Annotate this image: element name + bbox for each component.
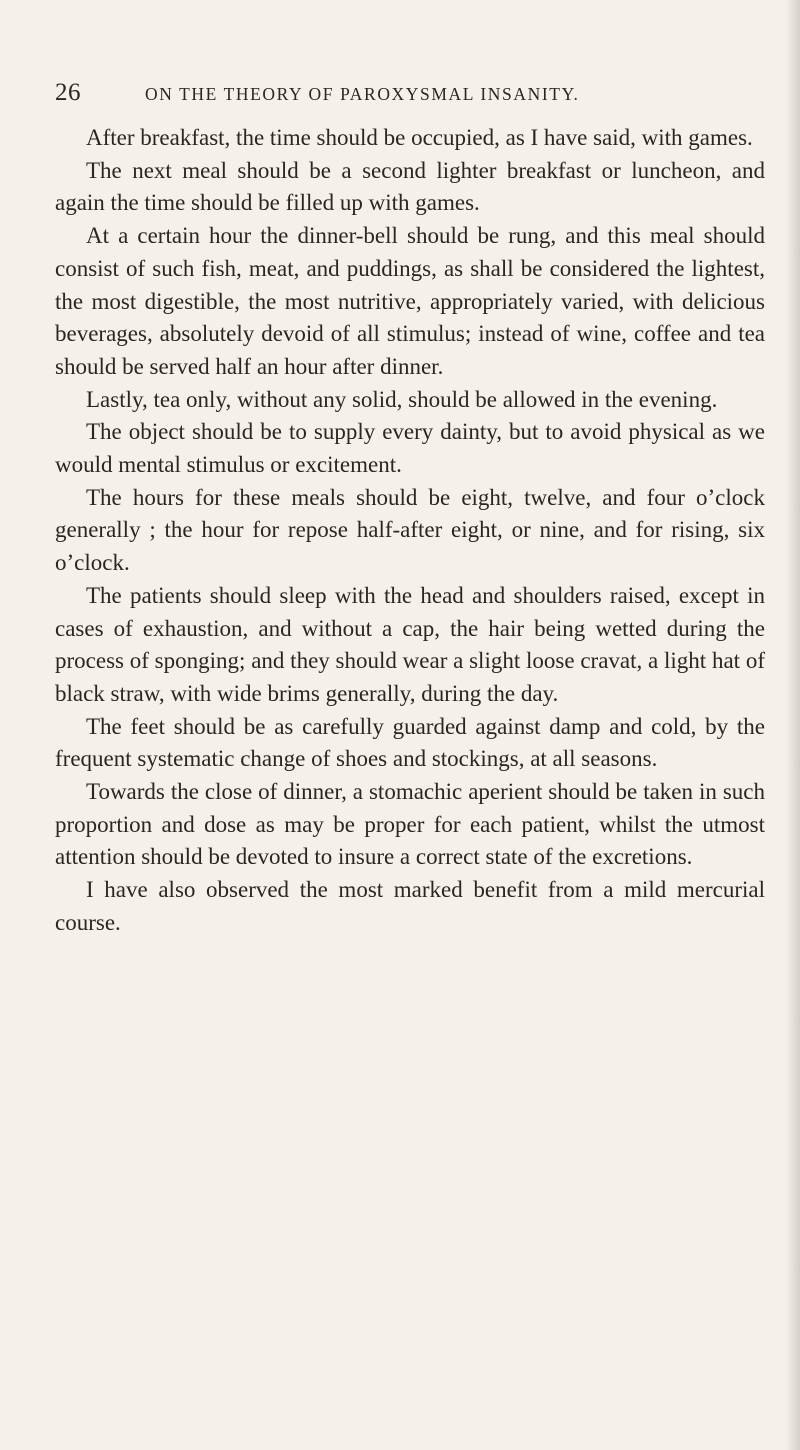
paragraph: The feet should be as carefully guarded against damp and cold, by the frequent systematic change of shoes and stockings, at all seasons. [55, 713, 765, 772]
paragraph: At a certain hour the dinner-bell should be rung, and this meal should consist of such fish, meat, and puddings, as shall be considered the lightest, the most digestible, the most nutritive, appropriately varied, with delicious beverages, absolutely devoid of all stimulus; instead of wine, coffee and tea should be served half an hour after dinner. [55, 223, 765, 379]
paragraph: Lastly, tea only, without any solid, should be allowed in the evening. [86, 386, 718, 412]
running-title: ON THE THEORY OF PAROXYSMAL INSANITY. [145, 84, 580, 104]
running-head [55, 78, 755, 108]
paragraph: The hours for these meals should be eight, twelve, and four o’clock generally ; the hour for repose half-after eight, or nine, and for rising, six o’clock. [55, 484, 765, 576]
paragraph: The patients should sleep with the head and shoulders raised, except in cases of exhaustion, and without a cap, the hair being wetted during the process of sponging; and they should wear a slight loose cravat, a light hat of black straw, with wide brims generally, during the day. [55, 582, 765, 706]
paragraph: I have also observed the most marked benefit from a mild mercurial course. [55, 877, 765, 935]
paragraph: The object should be to supply every dainty, but to avoid physical as we would mental stimulus or excitement. [55, 419, 765, 478]
body-text [55, 122, 765, 940]
paragraph: Towards the close of dinner, a stomachic aperient should be taken in such proportion and dose as may be proper for each patient, whilst the utmost attention should be devoted to insure a correct state of the excretions. [55, 779, 765, 870]
paragraph: The next meal should be a second lighter breakfast or luncheon, and again the time should be filled up with games. [55, 157, 765, 216]
page-edge-shadow [786, 0, 800, 1450]
paragraph: After breakfast, the time should be occupied, as I have said, with games. [86, 125, 753, 150]
page-number: 26 [55, 79, 81, 106]
